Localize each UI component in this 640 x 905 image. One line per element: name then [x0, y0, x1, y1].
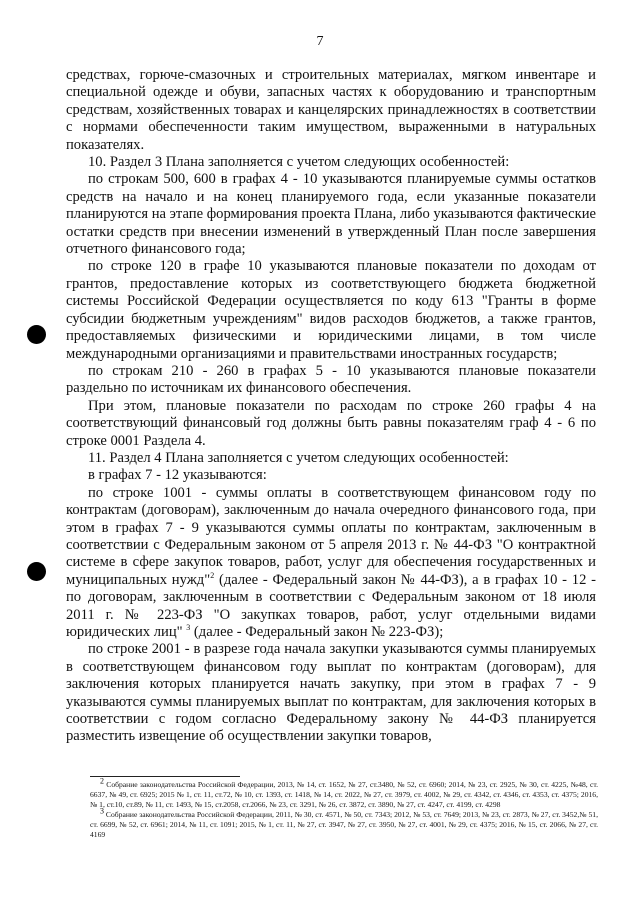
- paragraph: по строкам 210 - 260 в графах 5 - 10 указываются плановые показатели раздельно по источникам их финансового обеспечения.: [66, 362, 596, 397]
- page-number: 7: [316, 34, 324, 49]
- paragraph-text: по строке 1001 - суммы оплаты в соответствующем финансовом году по контрактам (договорам), заключенным до начала очередного финансового года, при этом в графах 7 - 9 указываются суммы оплаты по контрактам, заключенным в соответствии с Федеральным законом от 5 апреля 2013 г. № 44-ФЗ "О контрактной системе в сфере закупок товаров, работ, услуг для обеспечения государственных и муниципальных нужд": [66, 484, 596, 588]
- punch-hole-icon: [27, 562, 46, 581]
- paragraph: в графах 7 - 12 указываются:: [88, 467, 267, 484]
- paragraph-row-1001: [66, 485, 596, 642]
- footnote-divider: [90, 776, 240, 777]
- paragraph: 11. Раздел 4 Плана заполняется с учетом следующих особенностей:: [88, 449, 509, 466]
- footnote-text: Собрание законодательства Российской Федерации, 2011, № 30, ст. 4571, № 50, ст. 7343; 2012, № 53, ст. 7649; 2013, № 23, ст. 2873, № 27, ст. 3452,№ 51, ст. 6699, № 52, ст. 6961; 2014, № 11, ст. 1091; 2015, № 1, ст. 11, № 27, ст. 3947, № 27, ст. 3950, № 27, ст. 4001, № 29, ст. 4375; 2016, № 15, ст. 2066, № 27, ст. 4169: [90, 810, 598, 839]
- footnote-mark: 2: [100, 776, 104, 786]
- punch-hole-icon: [27, 325, 46, 344]
- footnote-text: Собрание законодательства Российской Федерации, 2013, № 14, ст. 1652, № 27, ст.3480, № 52, ст. 6960; 2014, № 23, ст. 2925, № 30, ст. 4225, №48, ст. 6637, № 49, ст. 6925; 2015 № 1, ст. 11, ст.72, № 10, ст. 1393, ст. 1418, № 14, ст. 2022, № 27, ст. 3979, ст. 4002, № 29, ст. 4342, ст. 4346, ст. 4353, ст. 4375; 2016, № 1, ст.10, ст.89, № 11, ст. 1493, № 15, ст.2058, ст.2066, № 23, ст. 3291, № 26, ст. 3872, ст. 3890, № 27, ст. 4247, ст. 4199, ст. 4298: [90, 780, 598, 809]
- paragraph: При этом, плановые показатели по расходам по строке 260 графы 4 на соответствующий финансовый год должны быть равны показателям граф 4 - 6 по строке 0001 Раздела 4.: [66, 397, 596, 449]
- paragraph-text: (далее - Федеральный закон № 44-ФЗ), а в графах 10 - 12 - по договорам, заключенным в соответствии с Федеральным законом от 18 июля 2011 г. № 223-ФЗ "О закупках товаров, работ, услуг отдельными видами юридических лиц": [66, 571, 596, 640]
- footnote: [90, 776, 598, 810]
- paragraph: по строкам 500, 600 в графах 4 - 10 указываются планируемые суммы остатков средств на начало и на конец планируемого года, если указанные показатели планируются на этапе формирования проекта Плана, либо указываются фактические остатки средств при внесении изменений в утвержденный План после завершения отчетного финансового года;: [66, 171, 596, 258]
- footnote: [90, 806, 598, 840]
- paragraph-text: (далее - Федеральный закон № 223-ФЗ);: [190, 624, 444, 640]
- paragraph: по строке 120 в графе 10 указываются плановые показатели по доходам от грантов, предоставление которых из соответствующего бюджета бюджетной системы Российской Федерации осуществляется по коду 613 "Гранты в форме субсидии бюджетным учреждениям" видов расходов бюджетов, а также грантов, предоставляемых физическими и юридическими лицами, в том числе международными организациями и правительствами иностранных государств;: [66, 258, 596, 362]
- paragraph: 10. Раздел 3 Плана заполняется с учетом следующих особенностей:: [88, 154, 510, 171]
- footnote-mark: 3: [100, 806, 104, 816]
- paragraph-row-2001: по строке 2001 - в разрезе года начала закупки указываются суммы планируемых в соответствующем финансовом году выплат по контрактам (договорам), для заключения которых планируется начать закупку, при этом в графах 7 - 9 указываются суммы планируемых выплат по контрактам, для заключения которых в соответствии с годом согласно Федеральному закону № 44-ФЗ планируется разместить извещение об осуществлении закупки товаров,: [66, 641, 596, 745]
- footnote-ref: 3: [186, 623, 191, 633]
- paragraph: средствах, горюче-смазочных и строительных материалах, мягком инвентаре и специальной одежде и обуви, запасных частях к оборудованию и транспортным средствам, хозяйственных товарах и канцелярских принадлежностях в соответствии с нормами обеспеченности таким имуществом, выраженными в натуральных показателях.: [66, 67, 596, 153]
- footnote-ref: 2: [210, 570, 215, 580]
- footnotes: [90, 776, 598, 840]
- document-body: [66, 67, 596, 746]
